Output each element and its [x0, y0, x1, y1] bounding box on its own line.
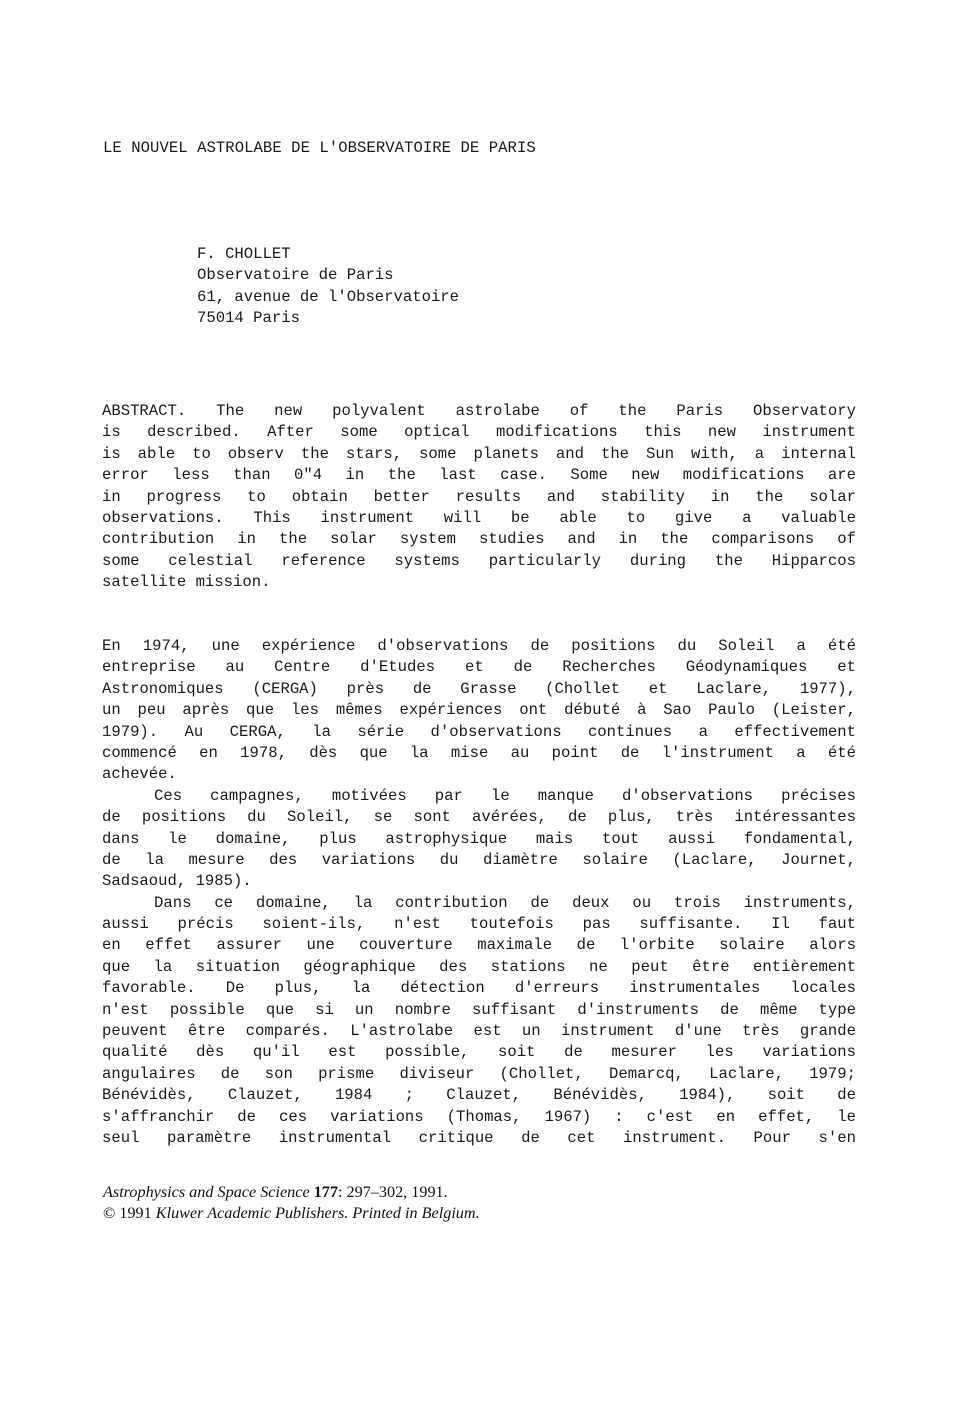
author-block [197, 244, 459, 330]
publisher-info: Kluwer Academic Publishers. Printed in Belgium. [155, 1204, 480, 1222]
abstract-line: in progress to obtain better results and stability in the solar [102, 487, 856, 506]
journal-volume: 177 [313, 1183, 338, 1201]
abstract-line: is able to observ the stars, some planets and the Sun with, a internal [102, 444, 856, 463]
abstract-line: ABSTRACT. The new polyvalent astrolabe of the Paris Observatory [102, 402, 856, 420]
body-line: que la situation géographique des stations ne peut être entièrement [102, 957, 856, 976]
author-postal-line: 75014 Paris [197, 309, 300, 328]
body-line: un peu après que les mêmes expériences ont débuté à Sao Paulo (Leister, [102, 701, 856, 720]
paragraph [102, 636, 856, 786]
body-line: angulaires de son prisme diviseur (Chollet, Demarcq, Laclare, 1979; [102, 1064, 856, 1083]
copyright-year: 1991 [119, 1204, 152, 1222]
body-line: Astronomiques (CERGA) près de Grasse (Chollet et Laclare, 1977), [102, 679, 856, 698]
body-line: achevée. [102, 765, 177, 784]
body-line: en effet assurer une couverture maximale de l'orbite solaire alors [102, 936, 856, 955]
body-line: de positions du Soleil, se sont avérées, de plus, très intéressantes [102, 808, 856, 827]
abstract [102, 401, 856, 594]
author-address-line: 61, avenue de l'Observatoire [197, 287, 460, 306]
copyright-icon: © [103, 1204, 116, 1222]
abstract-line: some celestial reference systems particularly during the Hipparcos [102, 551, 856, 570]
body-line: 1979). Au CERGA, la série d'observations continues a effectivement [102, 722, 856, 741]
body-line: En 1974, une expérience d'observations de positions du Soleil a été [102, 637, 856, 655]
journal-citation [103, 1182, 480, 1203]
abstract-line: is described. After some optical modifications this new instrument [102, 423, 856, 442]
body-line: aussi précis soient-ils, n'est toutefois pas suffisante. Il faut [102, 915, 856, 934]
body-line: favorable. De plus, la détection d'erreurs instrumentales locales [102, 979, 856, 998]
abstract-line: satellite mission. [102, 573, 271, 592]
body-line: entreprise au Centre d'Etudes et de Recherches Géodynamiques et [102, 658, 856, 677]
abstract-line: error less than 0"4 in the last case. Some new modifications are [102, 466, 856, 485]
journal-pages-year: : 297–302, 1991. [337, 1183, 448, 1201]
body-line: Bénévidès, Clauzet, 1984 ; Clauzet, Bénévidès, 1984), soit de [102, 1086, 856, 1105]
paragraph [102, 893, 856, 1150]
abstract-line: observations. This instrument will be able to give a valuable [102, 508, 856, 527]
body-line: n'est possible que si un nombre suffisant d'instruments de même type [102, 1000, 856, 1019]
body-line: peuvent être comparés. L'astrolabe est un instrument d'une très grande [102, 1022, 856, 1041]
body-line: s'affranchir de ces variations (Thomas, 1967) : c'est en effet, le [102, 1107, 856, 1126]
body-line: de la mesure des variations du diamètre solaire (Laclare, Journet, [102, 850, 856, 869]
citation-footer [103, 1182, 480, 1224]
body-line: dans le domaine, plus astrophysique mais tout aussi fondamental, [102, 829, 856, 848]
body-line: commencé en 1978, dès que la mise au point de l'instrument a été [102, 743, 856, 762]
body-line: Dans ce domaine, la contribution de deux ou trois instruments, [154, 893, 856, 912]
body-line: Sadsaoud, 1985). [102, 872, 252, 891]
author-affiliation-line: Observatoire de Paris [197, 266, 394, 285]
abstract-line: contribution in the solar system studies and in the comparisons of [102, 530, 856, 549]
body-line: seul paramètre instrumental critique de cet instrument. Pour s'en [102, 1128, 856, 1147]
copyright-line [103, 1203, 480, 1224]
paragraph [102, 786, 856, 893]
journal-name: Astrophysics and Space Science [103, 1183, 310, 1201]
body-text [102, 636, 856, 1149]
body-line: Ces campagnes, motivées par le manque d'observations précises [154, 786, 856, 805]
body-line: qualité dès qu'il est possible, soit de mesurer les variations [102, 1043, 856, 1062]
paper-title: LE NOUVEL ASTROLABE DE L'OBSERVATOIRE DE PARIS [103, 139, 536, 157]
author-name: F. CHOLLET [197, 245, 291, 263]
